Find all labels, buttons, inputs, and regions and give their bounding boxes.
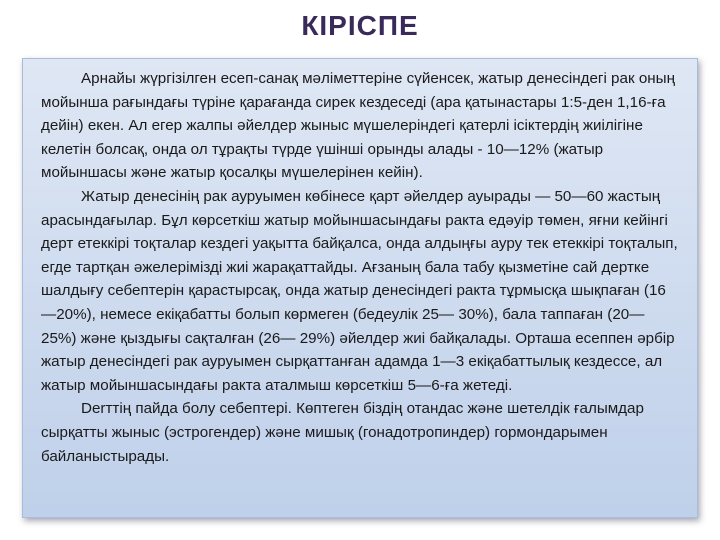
paragraph-intro: Арнайы жүргізілген есеп-санақ мәліметтеріне сүйенсек, жатыр денесіндегі рак оның мойынша рағындағы түріне қарағанда сирек кездеседі (ара қатынастары 1:5-ден 1,16-ға дейін) екен. Ал егер жалпы әйелдер жыныс мүшелеріндегі қатерлі ісіктердің жиілігіне келетін болсақ, онда ол тұрақты түрде үшінші орынды алады - 10—12% (жатыр мойыншасы және жатыр қосалқы мүшелерінен кейін). <box>41 70 675 182</box>
page-title: КІРІСПЕ <box>301 10 419 41</box>
content-panel <box>22 58 698 518</box>
paragraph-age-statistics: Жатыр денесінің рак ауруымен көбінесе қарт әйелдер ауырады — 50—60 жастың арасындағылар. Бұл көрсеткіш жатыр мойыншасындағы ракта едәуір төмен, яғни кейінгі дерт етеккірі тоқталар кездегі уақытта байқалса, онда алдыңғы ауру тек етеккірі тоқталып, егде тартқан әжелерімізді жиі жарақаттайды. Ағзаның бала табу қызметіне сай дертке шалдығу себептерін қарастырсақ, онда жатыр денесіндегі ракта тұрмысқа шықпаған (16—20%), немесе екіқабатты болып көрмеген (бедеулік 25— 30%), бала таппаған (20—25%) және қыздығы сақталған (26— 29%) әйелдер жиі байқалады. Орташа есеппен әрбір жатыр денесіндегі рак ауруымен сырқаттанған адамда 1—3 екіқабаттылық кездессе, ал жатыр мойыншасындағы ракта аталмыш көрсеткіш 5—6-ға жетеді. <box>41 187 678 394</box>
paragraph-causes: Derттің пайда болу себептері. Көптеген біздің отандас және шетелдік ғалымдар сырқатты жыныс (эстрогендер) және мишық (гонадотропиндер) гормондарымен байланыстырады. <box>41 400 644 465</box>
